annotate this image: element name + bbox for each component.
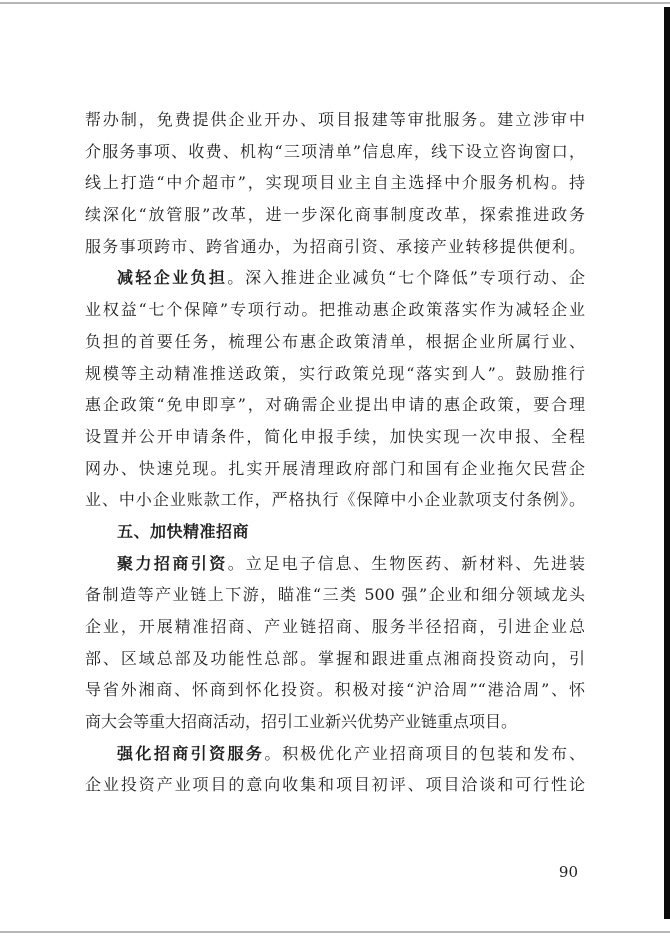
- page-right-edge-shadow: [664, 7, 670, 919]
- bold-lead-text: 五、加快精准招商: [117, 521, 250, 541]
- text-line: [85, 769, 585, 801]
- body-text: 介服务事项、收费、机构“三项清单”信息库，线下设立咨询窗口，: [85, 141, 585, 161]
- text-line: [85, 548, 585, 580]
- text-line: [85, 421, 585, 453]
- body-text: 服务事项跨市、跨省通办，为招商引资、承接产业转移提供便利。: [85, 236, 585, 256]
- page-bottom-edge: [0, 931, 670, 933]
- body-text: 帮办制，免费提供企业开办、项目报建等审批服务。建立涉审中: [85, 110, 585, 129]
- body-text: 企业投资产业项目的意向收集和项目初评、项目洽谈和可行性论: [85, 775, 585, 795]
- text-line: [85, 611, 585, 643]
- bold-lead-text: 聚力招商引资: [117, 553, 228, 573]
- section-heading-line: [85, 516, 585, 548]
- text-line: [85, 738, 585, 770]
- bold-lead-text: 强化招商引资服务: [117, 743, 265, 763]
- body-text: 。立足电子信息、生物医药、新材料、先进装: [227, 553, 585, 573]
- text-line: [85, 389, 585, 421]
- text-column: [85, 104, 585, 801]
- text-line: [85, 262, 585, 294]
- text-line: [85, 706, 585, 738]
- text-line: [85, 294, 585, 326]
- body-text: 惠企政策“免申即享”，对确需企业提出申请的惠企政策，要合理: [85, 395, 585, 415]
- text-line: [85, 453, 585, 485]
- text-line: [85, 643, 585, 675]
- body-text: 续深化“放管服”改革，进一步深化商事制度改革，探索推进政务: [85, 205, 585, 225]
- body-text: 线上打造“中介超市”，实现项目业主自主选择中介服务机构。持: [85, 173, 585, 193]
- body-text: 部、区域总部及功能性总部。掌握和跟进重点湘商投资动向，引: [85, 648, 585, 668]
- text-line: [85, 358, 585, 390]
- text-line: [85, 326, 585, 358]
- text-line: [85, 104, 585, 136]
- body-text: 规模等主动精准推送政策，实行政策兑现“落实到人”。鼓励推行: [85, 363, 585, 383]
- bold-lead-text: 减轻企业负担: [117, 268, 228, 288]
- body-text: 商大会等重大招商活动，招引工业新兴优势产业链重点项目。: [85, 712, 518, 732]
- text-line: [85, 167, 585, 199]
- body-text: 业、中小企业账款工作，严格执行《保障中小企业款项支付条例》。: [85, 490, 585, 510]
- page-number: 90: [558, 863, 578, 881]
- text-line: [85, 231, 585, 263]
- body-text: 设置并公开申请条件，简化申报手续，加快实现一次申报、全程: [85, 426, 585, 446]
- body-text: 导省外湘商、怀商到怀化投资。积极对接“沪洽周”“港洽周”、怀: [85, 680, 585, 700]
- body-text: 网办、快速兑现。扎实开展清理政府部门和国有企业拖欠民营企: [85, 458, 585, 478]
- body-text: 负担的首要任务，梳理公布惠企政策清单，根据企业所属行业、: [85, 331, 585, 351]
- text-line: [85, 484, 585, 516]
- page-top-edge: [0, 2, 670, 4]
- body-text: 。积极优化产业招商项目的包装和发布、: [264, 743, 585, 763]
- body-text: 企业，开展精准招商、产业链招商、服务半径招商，引进企业总: [85, 617, 585, 636]
- text-line: [85, 199, 585, 231]
- body-text: 。深入推进企业减负“七个降低”专项行动、企: [227, 268, 585, 288]
- text-line: [85, 674, 585, 706]
- body-text: 备制造等产业链上下游，瞄准“三类 500 强”企业和细分领域龙头: [85, 585, 585, 605]
- text-line: [85, 579, 585, 611]
- body-text: 业权益“七个保障”专项行动。把推动惠企政策落实作为减轻企业: [85, 300, 585, 320]
- text-line: [85, 136, 585, 168]
